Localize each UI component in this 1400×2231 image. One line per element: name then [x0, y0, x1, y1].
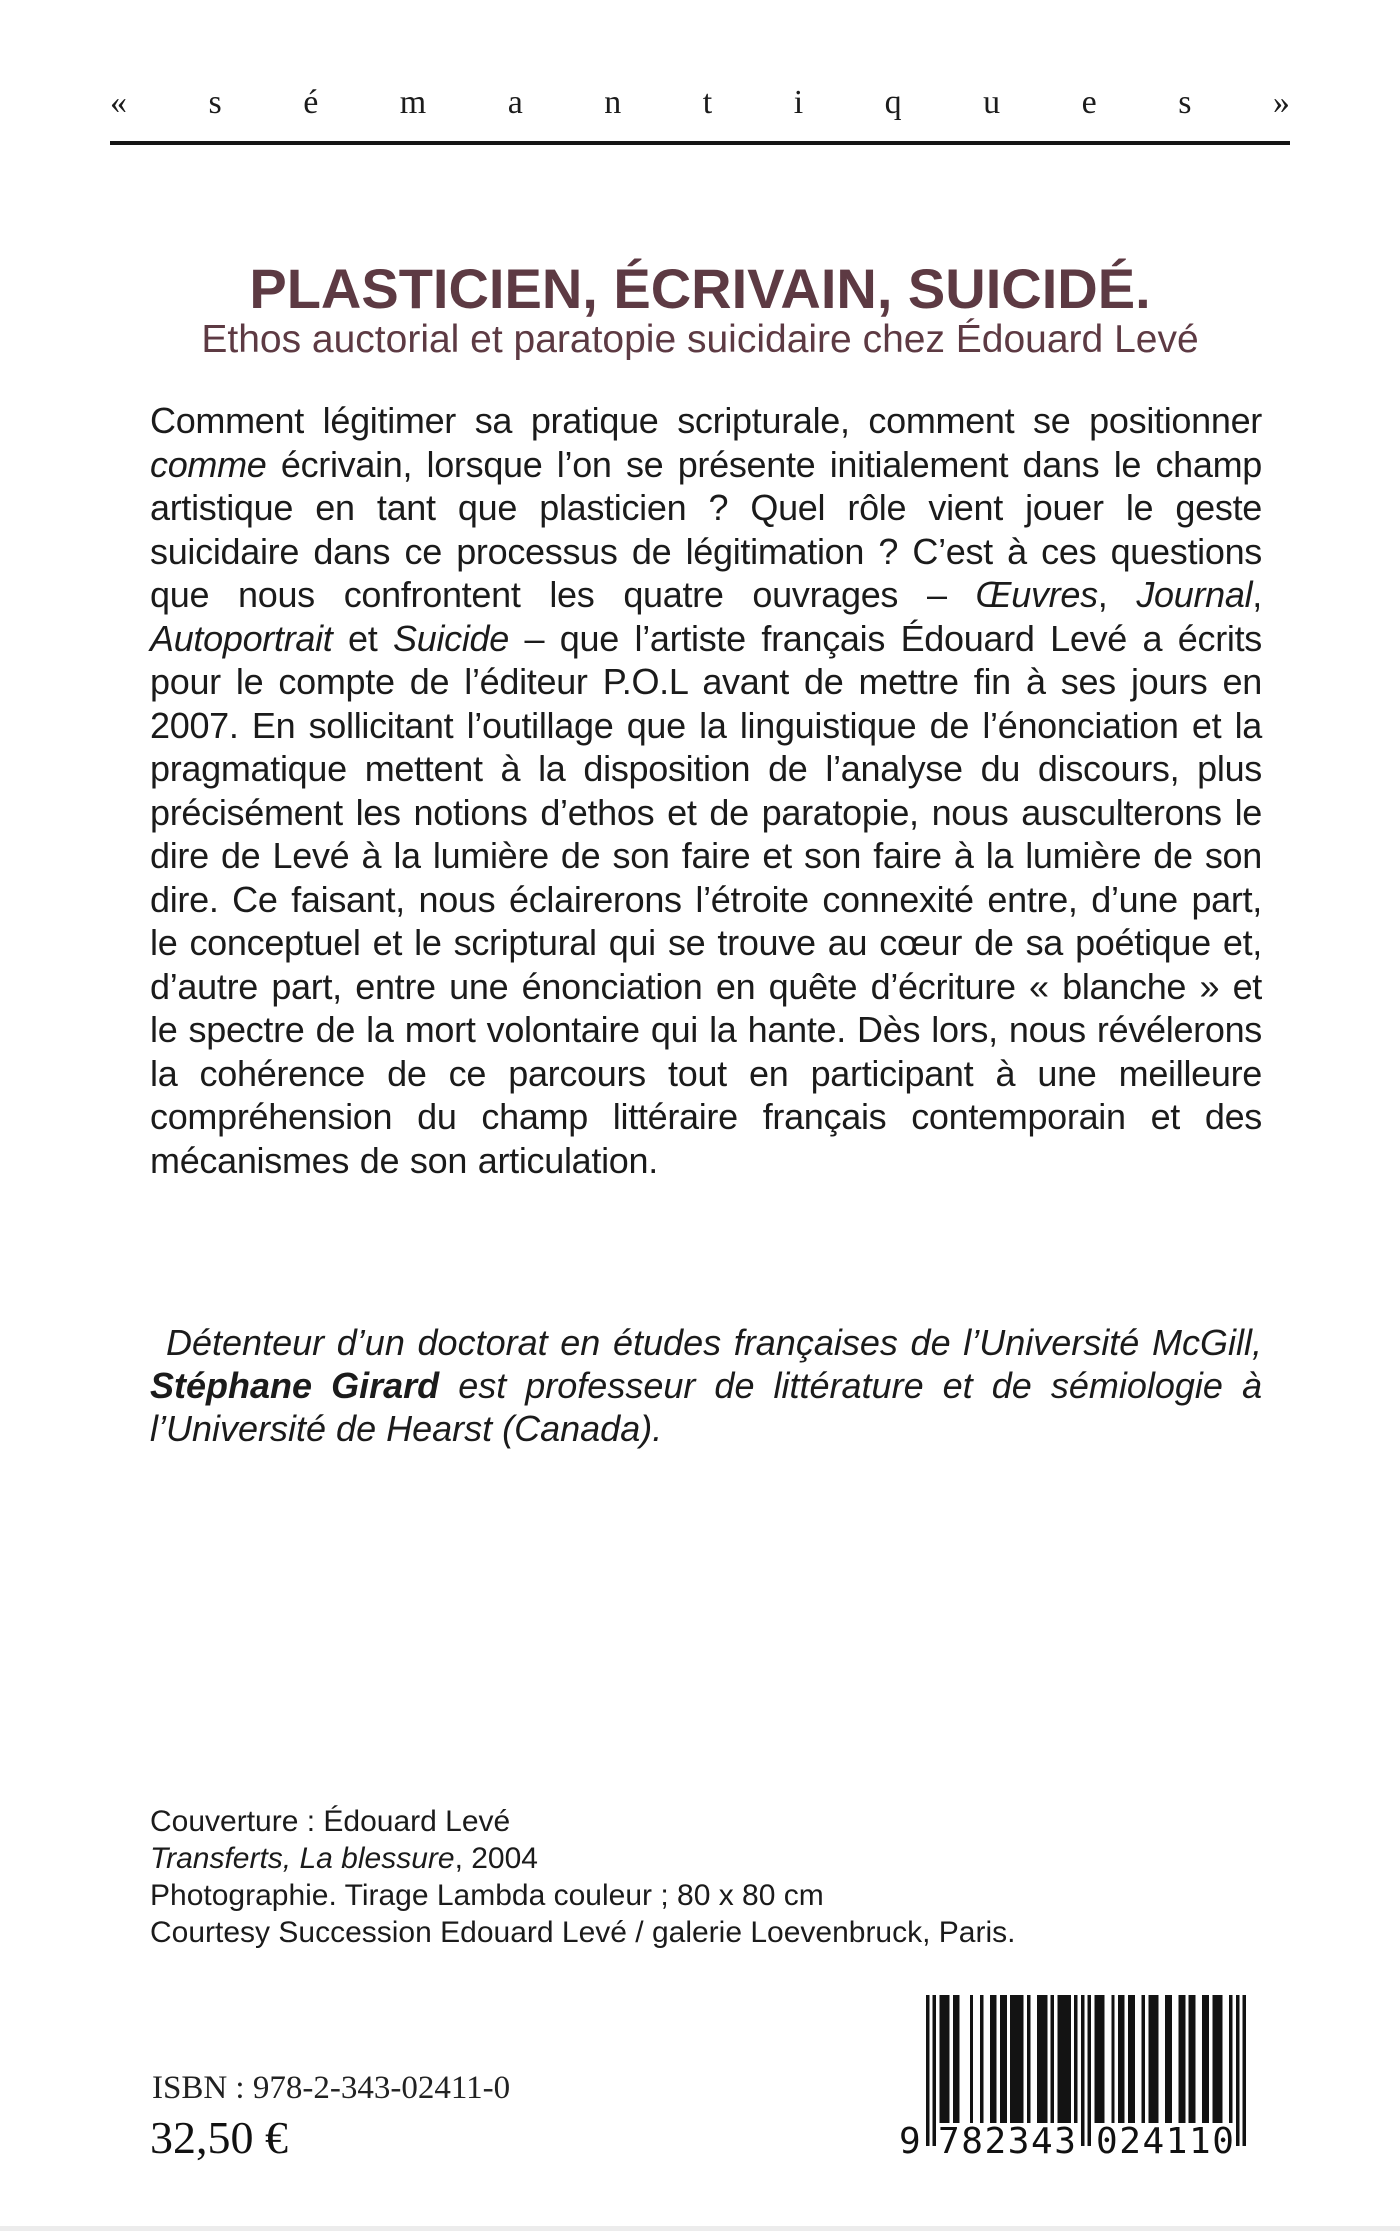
text-segment: Journal — [1136, 574, 1253, 615]
barcode-first-digit: 9 — [899, 2121, 921, 2162]
text-segment: est professeur de littérature et de sémiologie à l’Université de Hearst (Canada). — [150, 1365, 1262, 1449]
barcode-digit: 0 — [1212, 2121, 1234, 2162]
scan-edge-shadow — [0, 2226, 1400, 2231]
credit-line — [150, 1914, 1015, 1951]
text-segment: Transferts, La blessure — [150, 1842, 455, 1875]
barcode-digit: 3 — [1007, 2121, 1030, 2162]
credit-line — [150, 1803, 1015, 1840]
barcode-right-digits — [1096, 2121, 1234, 2162]
series-letter: » — [1272, 84, 1290, 121]
synopsis-paragraph — [150, 399, 1262, 1182]
barcode-digit: 4 — [1031, 2121, 1053, 2162]
text-segment: Suicide — [393, 617, 509, 659]
text-segment: Comment légitimer sa pratique scripturale, comment se positionner — [150, 400, 1262, 441]
series-letter: a — [507, 84, 523, 121]
barcode-digit: 4 — [1142, 2121, 1165, 2162]
series-letter: n — [604, 84, 622, 121]
series-letter: s — [1178, 84, 1192, 121]
series-letter: i — [793, 84, 804, 121]
text-segment: Couverture : Édouard Levé — [150, 1805, 511, 1838]
barcode-digit: 2 — [1119, 2121, 1141, 2162]
credit-line — [150, 1840, 1015, 1877]
text-segment: Courtesy Succession Edouard Levé / galerie Loevenbruck, Paris. — [150, 1916, 1016, 1949]
text-segment: – que l’artiste français Édouard Levé a écrits pour le compte de l’éditeur P.O.L avant de mettre fin à ses jours en 2007. En sollicitant l’outillage que la linguistique de l’énonciation et la pragmatique mettent à la disposition de l’analyse du discours, plus précisément les notions d’ethos et de paratopie, nous ausculterons le dire de Levé à la lumière de son faire et son faire à la lumière de son dire. Ce faisant, nous éclairerons l’étroite connexité entre, d’une part, le conceptuel et le scriptural qui se trouve au cœur de sa poétique et, d’autre part, entre une énonciation en quête d’écriture « blanche » et le spectre de la mort volontaire qui la hante. Dès lors, nous révélerons la cohérence de ce parcours tout en participant à une meilleure compréhension du champ littéraire français contemporain et des mécanismes de son articulation. — [150, 617, 1262, 1181]
text-segment: Photographie. Tirage Lambda couleur ; 80 x 80 cm — [150, 1879, 824, 1912]
book-title: PLASTICIEN, ÉCRIVAIN, SUICIDÉ. — [249, 257, 1151, 320]
barcode-digit: 2 — [984, 2121, 1007, 2162]
barcode-digit: 8 — [961, 2121, 983, 2162]
text-segment: Détenteur d’un doctorat en études françaises de l’Université McGill, — [166, 1322, 1262, 1363]
series-letter: u — [983, 84, 1001, 121]
series-letter: t — [702, 84, 713, 121]
ean13-barcode — [899, 1995, 1249, 2170]
barcode-digit: 7 — [938, 2121, 960, 2162]
book-subtitle: Ethos auctorial et paratopie suicidaire chez Édouard Levé — [201, 318, 1199, 361]
text-segment: Œuvres — [975, 574, 1098, 615]
series-letter: q — [884, 84, 902, 121]
barcode-digit: 1 — [1165, 2121, 1188, 2162]
text-segment: , — [1097, 574, 1137, 615]
barcode-digit: 1 — [1189, 2121, 1211, 2162]
text-segment: Autoportrait — [150, 617, 333, 659]
author-bio — [150, 1321, 1262, 1450]
series-title-semantiques — [110, 84, 1290, 122]
credit-line — [150, 1877, 1015, 1914]
series-letter: s — [208, 84, 222, 121]
isbn-text: ISBN : 978-2-343-02411-0 — [152, 2070, 511, 2106]
barcode-left-digits — [938, 2121, 1076, 2162]
series-letter: e — [1081, 84, 1097, 121]
text-segment: comme — [150, 443, 267, 485]
text-segment: , — [1252, 574, 1262, 615]
text-segment: et — [332, 617, 394, 659]
barcode-digit: 3 — [1054, 2121, 1076, 2162]
price-text: 32,50 € — [150, 2112, 288, 2163]
series-letter: m — [399, 84, 427, 121]
text-segment: écrivain, lorsque l’on se présente initialement dans le champ artistique en tant que plasticien ? Quel rôle vient jouer le geste suicidaire dans ce processus de légitimation ? C’est à ces questions que nous confrontent les quatre ouvrages – — [150, 443, 1262, 615]
cover-credits — [150, 1803, 1015, 1951]
series-letter: é — [303, 84, 319, 121]
barcode-digit: 0 — [1096, 2121, 1118, 2162]
text-segment: Stéphane Girard — [150, 1365, 440, 1406]
header-rule — [110, 141, 1290, 145]
text-segment: , 2004 — [454, 1842, 538, 1875]
series-letter: « — [110, 84, 127, 121]
